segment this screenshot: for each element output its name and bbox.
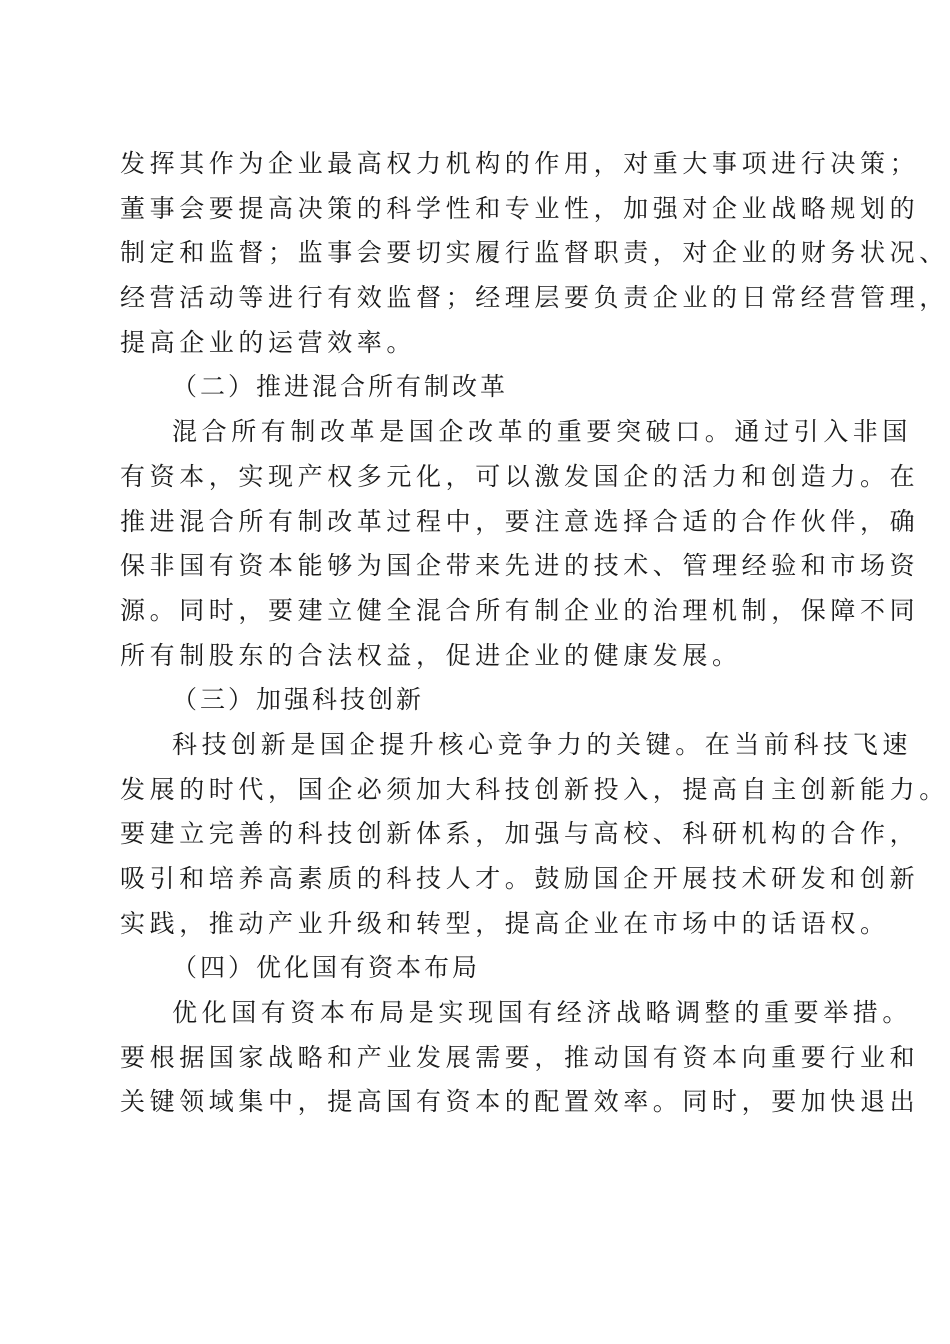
text-line: 关键领域集中，提高国有资本的配置效率。同时，要加快退出 bbox=[120, 1087, 920, 1117]
text-line: 发展的时代，国企必须加大科技创新投入，提高自主创新能力。 bbox=[120, 774, 949, 804]
text-line: 优化国有资本布局是实现国有经济战略调整的重要举措。 bbox=[172, 998, 913, 1028]
text-line: 要根据国家战略和产业发展需要，推动国有资本向重要行业和 bbox=[120, 1042, 920, 1072]
text-line: 吸引和培养高素质的科技人才。鼓励国企开展技术研发和创新 bbox=[120, 864, 920, 893]
text-line: 科技创新是国企提升核心竞争力的关键。在当前科技飞速 bbox=[172, 729, 913, 759]
text-line: 混合所有制改革是国企改革的重要突破口。通过引入非国 bbox=[172, 417, 913, 447]
text-line: 发挥其作为企业最高权力机构的作用，对重大事项进行决策； bbox=[120, 149, 920, 178]
text-line: 保非国有资本能够为国企带来先进的技术、管理经验和市场资 bbox=[120, 551, 920, 581]
text-line: 源。同时，要建立健全混合所有制企业的治理机制，保障不同 bbox=[120, 595, 920, 625]
text-line: 要建立完善的科技创新体系，加强与高校、科研机构的合作， bbox=[120, 819, 920, 849]
text-line: 有资本，实现产权多元化，可以激发国企的活力和创造力。在 bbox=[120, 461, 920, 491]
section-heading-2: （二）推进混合所有制改革 bbox=[172, 372, 509, 402]
text-line: 经营活动等进行有效监督；经理层要负责企业的日常经营管理， bbox=[120, 283, 949, 313]
text-line: 实践，推动产业升级和转型，提高企业在市场中的话语权。 bbox=[120, 908, 890, 938]
section-heading-3: （三）加强科技创新 bbox=[172, 685, 425, 715]
text-line: 提高企业的运营效率。 bbox=[120, 327, 417, 357]
text-line: 所有制股东的合法权益，促进企业的健康发展。 bbox=[120, 640, 742, 670]
section-heading-4: （四）优化国有资本布局 bbox=[172, 953, 481, 983]
text-line: 董事会要提高决策的科学性和专业性，加强对企业战略规划的 bbox=[120, 193, 920, 223]
document-body bbox=[120, 142, 949, 1125]
text-line: 制定和监督；监事会要切实履行监督职责，对企业的财务状况、 bbox=[120, 238, 949, 268]
text-line: 推进混合所有制改革过程中，要注意选择合适的合作伙伴，确 bbox=[120, 506, 920, 536]
